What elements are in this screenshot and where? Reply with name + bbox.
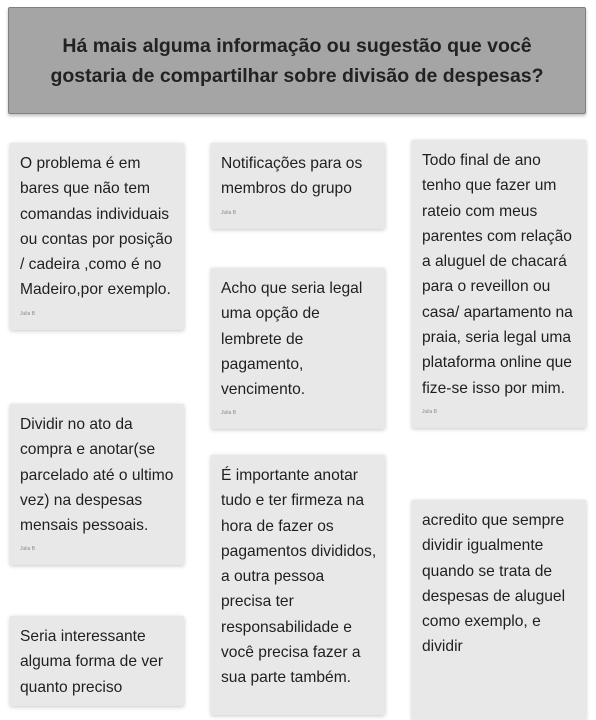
note-text: É importante anotar tudo e ter firmeza na hora de fazer os pagamentos divididos, a outra pessoa precisa ter responsabilidade e você precisa fazer a sua parte também. bbox=[221, 467, 377, 687]
sticky-note[interactable] bbox=[10, 404, 184, 565]
note-author: Julia B bbox=[20, 310, 36, 317]
note-author: Julia B bbox=[221, 209, 237, 216]
sticky-note[interactable] bbox=[10, 616, 184, 706]
note-author: Julia B bbox=[422, 408, 438, 415]
note-text: Notificações para os membros do grupo bbox=[221, 155, 363, 198]
sticky-note[interactable] bbox=[412, 500, 586, 720]
sticky-note[interactable] bbox=[211, 143, 385, 229]
question-title: Há mais alguma informação ou sugestão que você gostaria de compartilhar sobre divisão de despesas? bbox=[50, 34, 544, 87]
question-header bbox=[8, 7, 586, 114]
note-text: Dividir no ato da compra e anotar(se parcelado até o ultimo vez) na despesas mensais pessoais. bbox=[20, 416, 174, 535]
note-author: Julia B bbox=[221, 410, 237, 417]
note-text: O problema é em bares que não tem comandas individuais ou contas por posição / cadeira ,como é no Madeiro,por exemplo. bbox=[20, 155, 173, 299]
note-text: acredito que sempre dividir igualmente quando se trata de despesas de aluguel como exemplo, e dividir bbox=[422, 512, 566, 656]
sticky-note[interactable] bbox=[211, 268, 385, 429]
sticky-note[interactable] bbox=[412, 140, 586, 428]
note-text: Seria interessante alguma forma de ver quanto preciso bbox=[20, 628, 164, 696]
sticky-note[interactable] bbox=[10, 143, 184, 330]
note-text: Todo final de ano tenho que fazer um rateio com meus parentes com relação a aluguel de chacará para o reveillon ou casa/ apartamento na praia, seria legal uma plataforma online que fize-se isso por mim. bbox=[422, 152, 573, 397]
note-text: Acho que seria legal uma opção de lembrete de pagamento, vencimento. bbox=[221, 280, 363, 399]
sticky-note[interactable] bbox=[211, 455, 385, 715]
note-author: Julia B bbox=[20, 546, 36, 553]
